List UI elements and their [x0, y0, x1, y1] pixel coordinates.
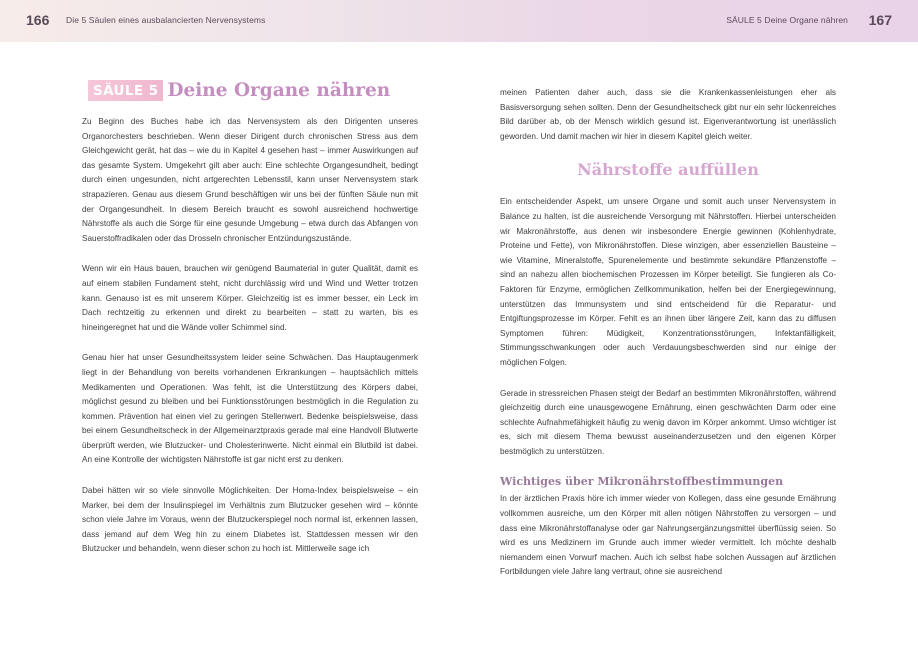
- right-running-title: SÄULE 5 Deine Organe nähren: [726, 15, 848, 25]
- left-running-title: Die 5 Säulen eines ausbalancierten Nervensystems: [66, 15, 266, 25]
- body-paragraph: Zu Beginn des Buches habe ich das Nervensystem als den Dirigenten unseres Organorchesters beschrieben. Wenn dieser Dirigent durch chronischen Stress aus dem Gleichgewicht gerät, hat das – wie du in Kapitel 4 gesehen hast – immer Auswirkungen auf das gesamte System. Umgekehrt gilt aber auch: Eine schlechte Organgesundheit, bedingt durch einen ungesunden, nicht artgerechten Lebensstil, kann unser Nervensystem stark strapazieren. Genau aus diesem Grund beschäftigen wir uns bei der fünften Säule nun mit der Organgesundheit. In diesem Bereich braucht es sowohl ausreichend hochwertige Nährstoffe als auch die Sorge für eine gesunde Umgebung – etwa durch das Abfangen von Sauerstoffradikalen oder das Drosseln chronischer Entzündungszustände.: [82, 117, 418, 243]
- left-page-number: 166: [26, 12, 50, 28]
- body-paragraph: In der ärztlichen Praxis höre ich immer wieder von Kollegen, dass eine gesunde Ernährung vollkommen ausreiche, um den Körper mit allen nötigen Nährstoffen zu versorgen – und dass eine Mikronährstoffanalyse oder gar Nahrungsergänzungsmittel überflüssig seien. So wird es uns Medizinern im Grunde auch immer wieder vermittelt. Ich möchte deshalb niemandem einen Vorwurf machen. Auch ich selbst habe solchen Aussagen auf ärztlichen Fortbildungen viele Jahre lang vertraut, ohne sie ausreichend: [500, 494, 836, 577]
- body-paragraph: Genau hier hat unser Gesundheitssystem leider seine Schwächen. Das Hauptaugenmerk liegt in der Behandlung von bereits vorhandenen Erkrankungen – hauptsächlich mittels Medikamenten und Operationen. Was fehlt, ist die Unterstützung des Körpers dabei, möglichst gesund zu bleiben und bei Funktionsstörungen bestmöglich in die Regulation zu kommen. Prävention hat einen viel zu geringen Stellenwert. Bedenke beispielsweise, dass bei einem Gesundheitscheck in der Allgemeinarztpraxis gerade mal eine Handvoll Blutwerte überprüft werden, wie Blutzucker- und Cholesterinwerte. Nicht einmal ein Blutbild ist dabei. An eine Kontrolle der wichtigsten Nährstoffe ist gar nicht erst zu denken.: [82, 353, 418, 465]
- body-paragraph: Dabei hätten wir so viele sinnvolle Möglichkeiten. Der Homa-Index beispielsweise – ein Marker, bei dem der Insulinspiegel im Verhältnis zum Blutzucker gesehen wird – könnte schon viele Jahre im Voraus, wenn der Blutzuckerspiegel noch normal ist, erkennen lassen, dass jemand auf dem Weg hin zu einem Diabetes ist. Stattdessen messen wir den Blutzucker und behandeln, wenn dieser schon zu hoch ist. Mittlerweile sage ich: [82, 486, 418, 554]
- chapter-badge: SÄULE 5: [88, 80, 163, 101]
- right-page-number: 167: [868, 12, 892, 28]
- section-heading: Nährstoffe auffüllen: [577, 160, 759, 180]
- chapter-heading: [88, 80, 418, 101]
- left-page-column: [82, 80, 418, 573]
- body-paragraph: Ein entscheidender Aspekt, um unsere Organe und somit auch unser Nervensystem in Balance zu halten, ist die ausreichende Versorgung mit Nährstoffen. Hierbei unterscheiden wir Makronährstoffe, aus denen wir insbesondere Energie gewinnen (Kohlenhydrate, Proteine und Fette), von Mikronährstoffen. Diese winzigen, aber essenziellen Bausteine – wie Vitamine, Mineralstoffe, Spurenelemente und bestimmte sekundäre Pflanzenstoffe – sind an nahezu allen biochemischen Prozessen im Körper beteiligt. Sie fungieren als Co-Faktoren für Enzyme, ermöglichen Zellkommunikation, helfen bei der Energiegewinnung, unterstützen das Immunsystem und sind entscheidend für die Reparatur- und Entgiftungsprozesse im Körper. Fehlt es an ihnen über längere Zeit, kann das zu diffusen Symptomen führen: Müdigkeit, Konzentrationsstörungen, Infektanfälligkeit, Stimmungsschwankungen oder auch Verdauungsbeschwerden sind nur einige der möglichen Folgen.: [500, 197, 836, 367]
- chapter-title: Deine Organe nähren: [167, 80, 391, 101]
- body-paragraph: Wenn wir ein Haus bauen, brauchen wir genügend Baumaterial in guter Qualität, damit es auf einem stabilen Fundament steht, nicht durchlässig wird und Wind und Wetter trotzen kann. Genauso ist es mit unserem Körper. Gleichzeitig ist es immer besser, ein Leck im Dach rechtzeitig zu erkennen und direkt zu bearbeiten – statt zu warten, bis es hineingeregnet hat und die Wände voller Schimmel sind.: [82, 264, 418, 332]
- page-header: [0, 0, 918, 42]
- body-paragraph: Gerade in stressreichen Phasen steigt der Bedarf an bestimmten Mikronährstoffen, während gleichzeitig durch eine unausgewogene Ernährung, einen geschwächten Darm oder eine schlechte Aufnahmefähigkeit häufig zu wenig davon im Körper ankommt. Umso wichtiger ist es, sich mit diesem Thema bewusst auseinanderzusetzen und den eigenen Körper bestmöglich zu unterstützen.: [500, 388, 836, 456]
- sub-heading: Wichtiges über Mikronährstoffbestimmungen: [500, 475, 784, 489]
- body-paragraph: meinen Patienten daher auch, dass sie die Krankenkassenleistungen eher als Basisversorgung sehen sollten. Denn der Gesundheitscheck gibt nur ein sehr lückenreiches Bild darüber ab, ob der Mensch wirklich gesund ist. Eigenverantwortung ist unerlässlich geworden. Und damit machen wir hier in diesem Kapitel gleich weiter.: [500, 88, 836, 141]
- right-page-column: [500, 86, 836, 596]
